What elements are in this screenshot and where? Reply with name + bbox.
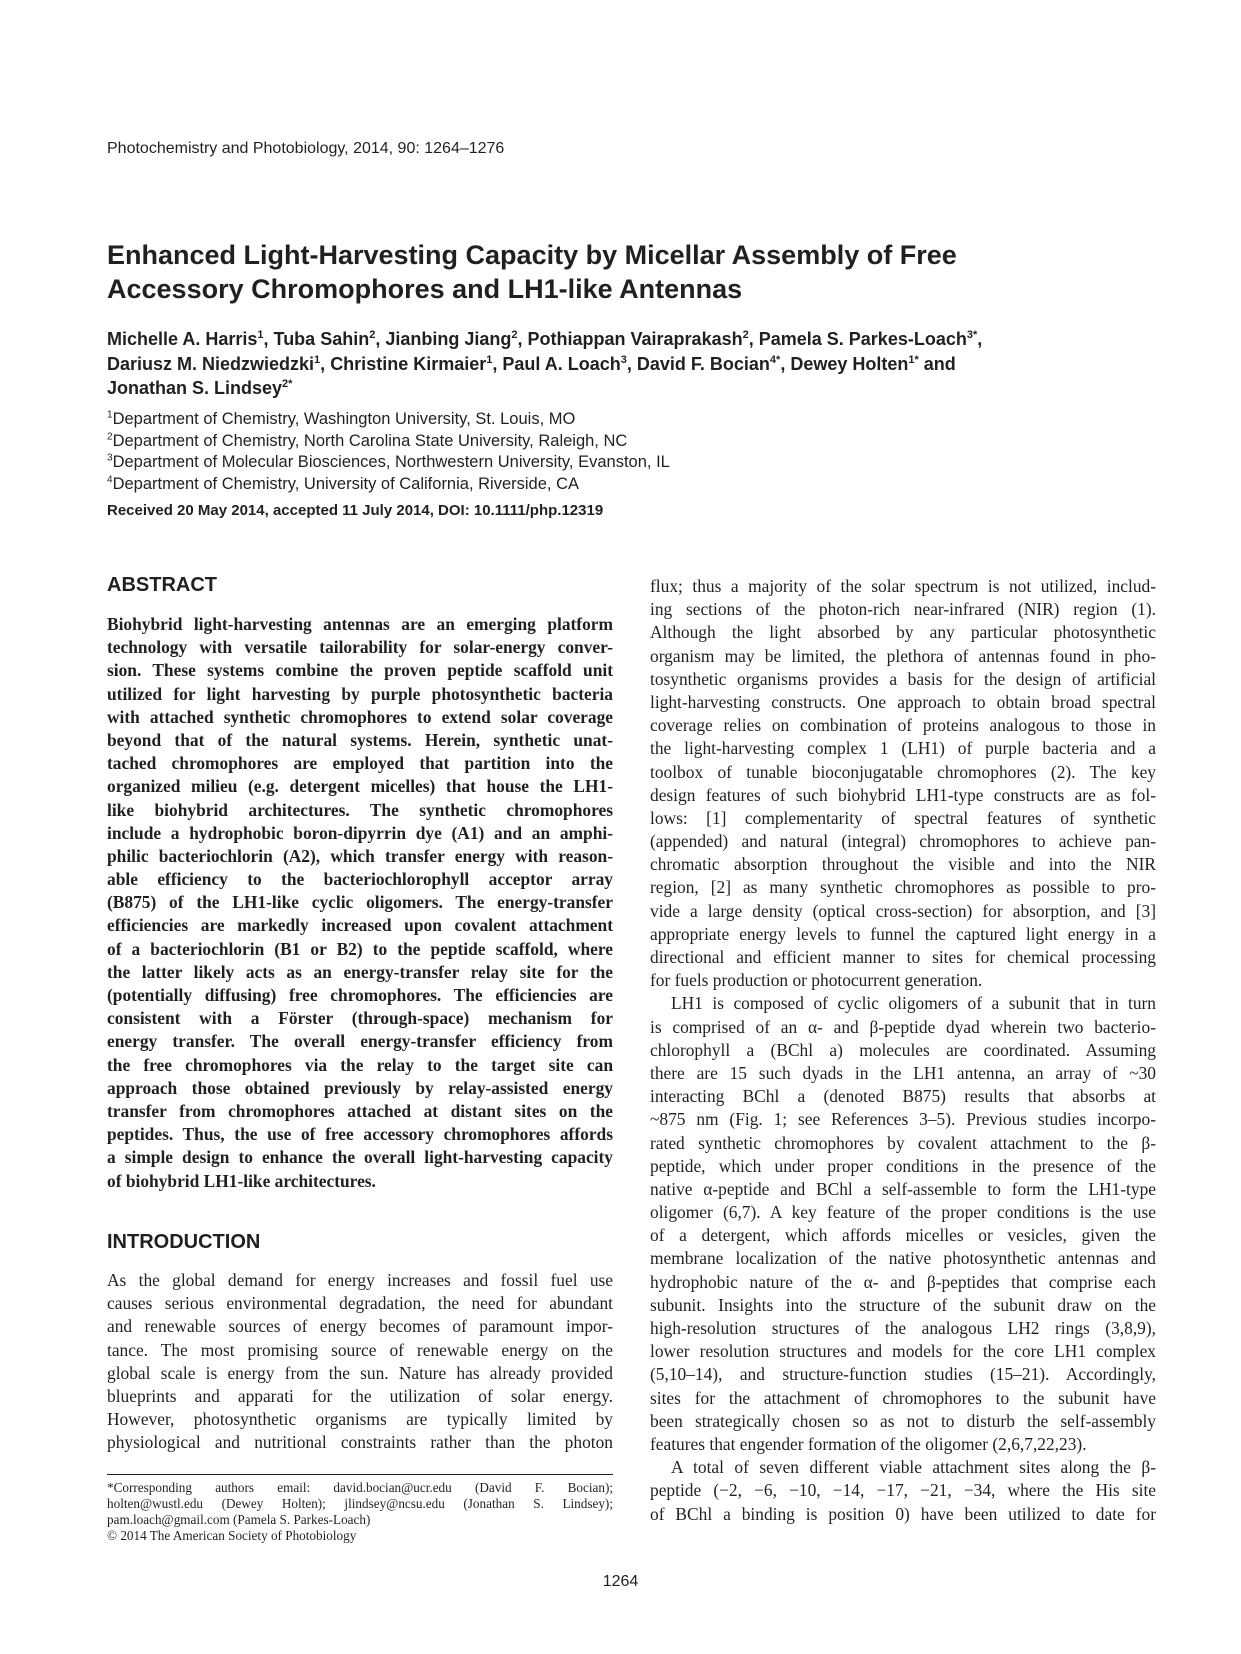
- affiliation-number: 2: [107, 431, 113, 442]
- text-line: consistent with a Förster (through-space) mechanism for: [107, 1008, 613, 1029]
- text-line: able efficiency to the bacteriochlorophyll acceptor array: [107, 869, 613, 890]
- affiliation: [107, 409, 670, 431]
- author-separator: ,: [748, 329, 759, 349]
- text-line: physiological and nutritional constraints rather than the photon: [107, 1432, 613, 1453]
- text-line: However, photosynthetic organisms are typically limited by: [107, 1409, 613, 1430]
- author-affiliation-mark: 2: [369, 329, 376, 341]
- text-line: of biohybrid LH1-like architectures.: [107, 1170, 376, 1191]
- author-affiliation-mark: 1: [486, 353, 493, 366]
- text-line: toolbox of tunable bioconjugatable chromophores (2). The key: [650, 761, 1156, 782]
- text-line: technology with versatile tailorability for solar-energy conver-: [107, 637, 613, 658]
- text-line: LH1 is composed of cyclic oligomers of a subunit that in turn: [671, 993, 1156, 1014]
- author-separator: ,: [780, 353, 791, 374]
- text-line: light-harvesting constructs. One approach to obtain broad spectral: [650, 691, 1156, 712]
- author-affiliation-mark: 3: [620, 353, 627, 366]
- text-line: like biohybrid architectures. The synthetic chromophores: [107, 799, 613, 820]
- right-column-body: [650, 575, 1156, 1526]
- text-line: peptides. Thus, the use of free accessory chromophores affords: [107, 1124, 613, 1145]
- text-line: (5,10–14), and structure-function studies (15–21). Accordingly,: [650, 1364, 1156, 1385]
- author-affiliation-mark: 1: [314, 353, 321, 366]
- title-line: Enhanced Light-Harvesting Capacity by Micellar Assembly of Free: [107, 240, 957, 270]
- text-line: philic bacteriochlorin (A2), which transfer energy with reason-: [107, 845, 613, 866]
- text-line: the latter likely acts as an energy-transfer relay site for the: [107, 961, 613, 982]
- text-line: *Corresponding authors email: david.bocian@ucr.edu (David F. Bocian);: [107, 1480, 613, 1495]
- text-line: interacting BChl a (denoted B875) results that absorbs at: [650, 1086, 1156, 1107]
- text-line: membrane localization of the native photosynthetic antennas and: [650, 1248, 1156, 1269]
- text-line: subunit. Insights into the structure of the subunit draw on the: [650, 1294, 1156, 1315]
- author-name: Pamela S. Parkes-Loach: [758, 329, 967, 349]
- abstract-body: [107, 613, 613, 1193]
- text-line: lows: [1] complementarity of spectral features of synthetic: [650, 807, 1156, 828]
- author-separator: ,: [977, 329, 988, 349]
- text-line: global scale is energy from the sun. Nature has already provided: [107, 1362, 613, 1383]
- text-line: hydrophobic nature of the α- and β-peptides that comprise each: [650, 1271, 1156, 1292]
- author-separator: ,: [320, 353, 331, 374]
- text-line: sion. These systems combine the proven peptide scaffold unit: [107, 660, 613, 681]
- text-line: transfer from chromophores attached at distant sites on the: [107, 1100, 613, 1121]
- text-line: peptide (−2, −6, −10, −14, −17, −21, −34, where the His site: [650, 1480, 1156, 1501]
- footnote-divider: [107, 1474, 613, 1475]
- text-line: with attached synthetic chromophores to extend solar coverage: [107, 706, 613, 727]
- author-separator: ,: [626, 353, 637, 374]
- text-line: Biohybrid light-harvesting antennas are an emerging platform: [107, 614, 613, 634]
- text-line: (appended) and natural (integral) chromophores to achieve pan-: [650, 831, 1156, 852]
- author-separator: ,: [517, 329, 528, 349]
- affiliations: [107, 409, 670, 495]
- author-name: Tuba Sahin: [273, 329, 370, 349]
- author-separator: ,: [375, 329, 386, 349]
- affiliation-number: 4: [107, 474, 113, 485]
- text-line: the free chromophores via the relay to the target site can: [107, 1054, 613, 1075]
- text-line: efficiencies are markedly increased upon covalent attachment: [107, 915, 613, 936]
- text-line: tosynthetic organisms provides a basis for the design of artificial: [650, 668, 1156, 689]
- text-line: high-resolution structures of the analogous LH2 rings (3,8,9),: [650, 1318, 1156, 1338]
- author-affiliation-mark: 3*: [966, 329, 978, 341]
- text-line: and renewable sources of energy becomes of paramount impor-: [107, 1316, 613, 1337]
- text-line: features that engender formation of the oligomer (2,6,7,22,23).: [650, 1433, 1087, 1454]
- affiliation-number: 3: [107, 452, 113, 464]
- text-line: holten@wustl.edu (Dewey Holten); jlindsey@ncsu.edu (Jonathan S. Lindsey);: [107, 1496, 613, 1511]
- text-line: pam.loach@gmail.com (Pamela S. Parkes-Loach): [107, 1512, 371, 1527]
- text-line: organized milieu (e.g. detergent micelles) that house the LH1-: [107, 776, 613, 797]
- text-line: directional and efficient manner to sites for chemical processing: [650, 947, 1156, 967]
- text-line: (potentially diffusing) free chromophores. The efficiencies are: [107, 985, 613, 1005]
- text-line: (B875) of the LH1-like cyclic oligomers. The energy-transfer: [107, 892, 613, 913]
- text-line: chlorophyll a (BChl a) molecules are coordinated. Assuming: [650, 1039, 1156, 1060]
- author-name: Jonathan S. Lindsey: [107, 378, 283, 398]
- author-name: Christine Kirmaier: [330, 353, 487, 374]
- article-title: [107, 238, 1157, 306]
- text-line: tached chromophores are employed that partition into the: [107, 753, 613, 774]
- affiliation: [107, 431, 670, 453]
- affiliation: [107, 474, 670, 496]
- author-separator: and: [918, 353, 961, 374]
- text-line: for fuels production or photocurrent generation.: [650, 970, 983, 991]
- text-line: peptide, which under proper conditions in the presence of the: [650, 1155, 1156, 1176]
- text-line: native α-peptide and BChl a self-assemble to form the LH1-type: [650, 1178, 1156, 1199]
- author-affiliation-mark: 2: [511, 329, 518, 341]
- author-affiliation-mark: 2*: [282, 378, 293, 390]
- text-line: Although the light absorbed by any particular photosynthetic: [650, 622, 1156, 643]
- author-affiliation-mark: 4*: [769, 353, 781, 366]
- text-line: ing sections of the photon-rich near-infrared (NIR) region (1).: [650, 599, 1156, 620]
- author-name: Dariusz M. Niedzwiedzki: [107, 353, 315, 374]
- title-line: Accessory Chromophores and LH1-like Antennas: [107, 274, 743, 304]
- text-line: ~875 nm (Fig. 1; see References 3–5). Previous studies incorpo-: [650, 1109, 1156, 1130]
- author-name: Michelle A. Harris: [107, 329, 258, 349]
- text-line: sites for the attachment of chromophores to the subunit have: [650, 1387, 1156, 1408]
- text-line: A total of seven different viable attachment sites along the β-: [671, 1457, 1156, 1478]
- text-line: include a hydrophobic boron-dipyrrin dye (A1) and an amphi-: [107, 822, 613, 843]
- author-list: [107, 327, 1167, 401]
- author-affiliation-mark: 1*: [908, 353, 919, 366]
- introduction-body: [107, 1269, 613, 1455]
- affiliation-text: Department of Chemistry, Washington University, St. Louis, MO: [112, 410, 576, 428]
- author-affiliation-mark: 2: [742, 329, 749, 341]
- text-line: energy transfer. The overall energy-transfer efficiency from: [107, 1031, 613, 1052]
- text-line: of BChl a binding is position 0) have been utilized to date for: [650, 1503, 1156, 1524]
- text-line: utilized for light harvesting by purple photosynthetic bacteria: [107, 683, 613, 704]
- text-line: there are 15 such dyads in the LH1 antenna, an array of ~30: [650, 1062, 1156, 1083]
- text-line: been strategically chosen so as not to disturb the self-assembly: [650, 1410, 1156, 1431]
- introduction-heading: INTRODUCTION: [107, 1231, 261, 1253]
- journal-citation: Photochemistry and Photobiology, 2014, 90: 1264–1276: [107, 140, 505, 157]
- text-line: approach those obtained previously by relay-assisted energy: [107, 1077, 613, 1098]
- text-line: the light-harvesting complex 1 (LH1) of purple bacteria and a: [650, 738, 1156, 759]
- text-line: region, [2] as many synthetic chromophores as possible to pro-: [650, 877, 1156, 898]
- author-separator: ,: [492, 353, 503, 374]
- affiliation: [107, 452, 670, 474]
- author-name: Pothiappan Vairaprakash: [527, 329, 743, 349]
- text-line: blueprints and apparati for the utilization of solar energy.: [107, 1385, 613, 1406]
- text-line: © 2014 The American Society of Photobiology: [107, 1528, 357, 1543]
- affiliation-text: Department of Chemistry, University of California, Riverside, CA: [112, 474, 579, 493]
- text-line: flux; thus a majority of the solar spectrum is not utilized, includ-: [650, 576, 1156, 596]
- affiliation-number: 1: [107, 409, 113, 421]
- page-number: 1264: [602, 1573, 639, 1590]
- text-line: coverage relies on combination of proteins analogous to those in: [650, 715, 1156, 736]
- text-line: appropriate energy levels to funnel the captured light energy in a: [650, 923, 1156, 944]
- author-name: Dewey Holten: [790, 353, 909, 374]
- author-affiliation-mark: 1: [257, 329, 264, 341]
- affiliation-text: Department of Chemistry, North Carolina State University, Raleigh, NC: [112, 431, 628, 450]
- text-line: causes serious environmental degradation, the need for abundant: [107, 1293, 613, 1314]
- text-line: tance. The most promising source of renewable energy on the: [107, 1339, 613, 1360]
- text-line: organism may be limited, the plethora of antennas found in pho-: [650, 645, 1156, 666]
- author-name: Paul A. Loach: [502, 353, 621, 374]
- received-dates-doi: Received 20 May 2014, accepted 11 July 2014, DOI: 10.1111/php.12319: [107, 502, 604, 519]
- text-line: lower resolution structures and models for the core LH1 complex: [650, 1341, 1156, 1362]
- affiliation-text: Department of Molecular Biosciences, Northwestern University, Evanston, IL: [112, 453, 670, 471]
- text-line: oligomer (6,7). A key feature of the proper conditions is the use: [650, 1202, 1156, 1223]
- author-separator: ,: [263, 329, 274, 349]
- abstract-heading: ABSTRACT: [107, 574, 217, 596]
- text-line: of a detergent, which affords micelles or vesicles, given the: [650, 1225, 1156, 1246]
- text-line: design features of such biohybrid LH1-type constructs are as fol-: [650, 784, 1156, 805]
- text-line: is comprised of an α- and β-peptide dyad wherein two bacterio-: [650, 1016, 1156, 1037]
- text-line: beyond that of the natural systems. Herein, synthetic unat-: [107, 729, 613, 750]
- text-line: chromatic absorption throughout the visible and into the NIR: [650, 854, 1156, 875]
- footnote: [107, 1480, 613, 1544]
- text-line: rated synthetic chromophores by covalent attachment to the β-: [650, 1132, 1156, 1153]
- author-name: Jianbing Jiang: [385, 329, 512, 349]
- text-line: As the global demand for energy increases and fossil fuel use: [107, 1270, 613, 1290]
- text-line: of a bacteriochlorin (B1 or B2) to the peptide scaffold, where: [107, 938, 613, 959]
- text-line: vide a large density (optical cross-section) for absorption, and [3]: [650, 900, 1156, 921]
- text-line: a simple design to enhance the overall light-harvesting capacity: [107, 1147, 613, 1168]
- author-name: David F. Bocian: [636, 353, 770, 374]
